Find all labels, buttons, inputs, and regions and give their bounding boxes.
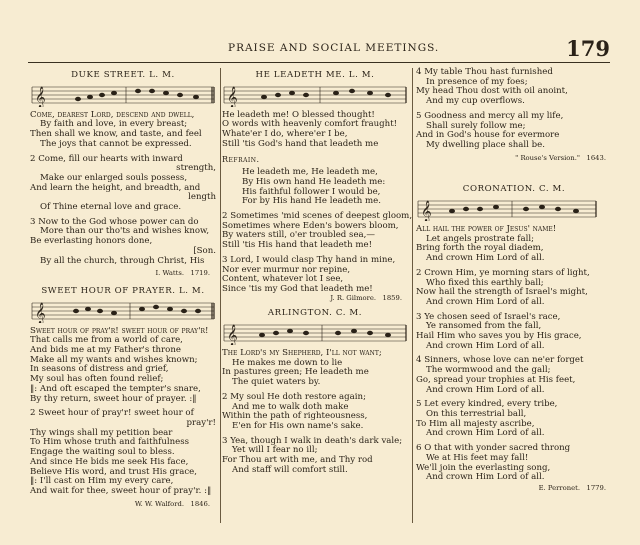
hymn-verses-arlington-continued: [416, 68, 612, 151]
music-staff-sweet-hour: [30, 299, 216, 323]
verse-line: By thy return, sweet hour of prayer. :‖: [30, 393, 197, 404]
verse: [30, 218, 216, 267]
verse-line: Let angels prostrate fall;: [426, 233, 534, 244]
refrain-line: For by His hand He leadeth me.: [242, 196, 381, 207]
verse-line: Content, whatever lot I see,: [222, 274, 344, 285]
verse-line: For Thou art with me, and Thy rod: [222, 455, 373, 466]
verse-line: Who fixed this earthly ball;: [426, 277, 544, 288]
verse-line: ‖: And oft escaped the tempter's snare,: [30, 383, 201, 394]
attribution: I. Watts. 1719.: [155, 269, 210, 278]
refrain-line: He leadeth me, He leadeth me,: [242, 167, 378, 178]
verse-line: And crown Him Lord of all.: [426, 384, 545, 395]
verse-line: Yet will I fear no ill;: [232, 445, 318, 456]
verse: [222, 111, 408, 150]
verse-line: And staff will comfort still.: [232, 464, 348, 475]
verse-line: Within the path of righteousness,: [222, 411, 368, 422]
verse-line: Still 'tis God's hand that leadeth me: [222, 138, 379, 149]
verse-line: [Son.: [193, 245, 216, 256]
verse-line: Sweet hour of pray'r! sweet hour of pray'r!: [30, 325, 209, 336]
refrain-line: His faithful follower I would be,: [242, 186, 381, 197]
verse-line: Shall surely follow me;: [426, 120, 526, 131]
refrain-label: Refrain.: [222, 154, 260, 164]
hymn-title-duke-street: DUKE STREET. L. M.: [71, 70, 175, 80]
svg-text:𝄞: 𝄞: [227, 325, 238, 346]
verse-line: And crown Him Lord of all.: [426, 472, 545, 483]
music-staff-he-leadeth-me: [222, 83, 408, 107]
verse-line: pray'r!: [186, 417, 216, 428]
refrain-line: By His own hand He leadeth me:: [242, 176, 386, 187]
verse-line: 2 My soul He doth restore again;: [222, 391, 366, 402]
verse-line: Be everlasting honors done,: [30, 236, 153, 247]
hymn-title-he-leadeth-me: HE LEADETH ME. L. M.: [255, 70, 375, 80]
verse-line: And crown Him Lord of all.: [426, 428, 545, 439]
verse-line: And me to walk doth make: [232, 401, 349, 412]
verse-line: 5 Goodness and mercy all my life,: [416, 110, 564, 121]
verse-line: By faith and love, in every breast;: [40, 119, 188, 130]
verse-line: All hail the power of Jesus' name!: [416, 224, 557, 235]
music-staff-arlington: [222, 321, 408, 345]
verse-line: Come, dearest Lord, descend and dwell,: [30, 109, 195, 120]
verse-line: In seasons of distress and grief,: [30, 364, 169, 375]
verse-line: And crown Him Lord of all.: [426, 296, 545, 307]
attribution: E. Perronet. 1779.: [538, 483, 606, 492]
verse-line: He leadeth me! O blessed thought!: [222, 109, 375, 120]
verse-line: And learn the height, and breadth, and: [30, 182, 201, 193]
column-divider-2: [412, 68, 413, 523]
hymn-title-sweet-hour: SWEET HOUR OF PRAYER. L. M.: [41, 285, 205, 296]
verse-line: The joys that cannot be expressed.: [40, 138, 192, 149]
verse-line: And since He bids me seek His face,: [30, 456, 189, 467]
header-rule: [28, 62, 610, 63]
column-1: [30, 68, 216, 509]
verse-line: Then shall we know, and taste, and feel: [30, 129, 202, 140]
verse: [30, 155, 216, 213]
column-divider-1: [220, 68, 221, 523]
hymn-verses-arlington: [222, 349, 408, 475]
verse-line: Believe His word, and trust His grace,: [30, 466, 197, 477]
svg-text:𝄞: 𝄞: [227, 86, 238, 107]
verse-line: E'en for His own name's sake.: [232, 420, 364, 431]
verse-line: strength,: [176, 163, 216, 174]
verse-line: And my cup overflows.: [426, 96, 525, 107]
verse-line: 4 Sinners, whose love can ne'er forget: [416, 355, 584, 366]
verse-line: 4 My table Thou hast furnished: [416, 67, 553, 77]
verse-line: And wait for thee, sweet hour of pray'r. :‖: [30, 485, 212, 496]
verse: [416, 269, 612, 308]
verse-line: Go, spread your trophies at His feet,: [416, 374, 576, 385]
verse-line: That calls me from a world of care,: [30, 335, 183, 346]
verse-line: 5 Let every kindred, every tribe,: [416, 399, 558, 410]
hymn-verses-sweet-hour: [30, 327, 216, 497]
verse-line: More than our tho'ts and wishes know,: [40, 226, 210, 237]
verse-line: Engage the waiting soul to bless.: [30, 447, 175, 458]
verse-line: We'll join the everlasting song,: [416, 462, 551, 473]
svg-text:𝄞: 𝄞: [35, 86, 46, 107]
verse-line: He makes me down to lie: [232, 357, 343, 368]
verse-line: ‖: I'll cast on Him my every care,: [30, 476, 174, 487]
verse-line: And in God's house for evermore: [416, 130, 560, 141]
verse-line: In pastures green; He leadeth me: [222, 367, 369, 378]
verse: [222, 256, 408, 295]
verse: [30, 409, 216, 496]
verse-line: Bring forth the royal diadem,: [416, 243, 544, 254]
verse: [416, 225, 612, 264]
verse-line: 3 Lord, I would clasp Thy hand in mine,: [222, 254, 396, 265]
verse-line: 2 Come, fill our hearts with inward: [30, 153, 183, 164]
verse-line: Hail Him who saves you by His grace,: [416, 331, 582, 342]
attribution: W. W. Walford. 1846.: [134, 499, 210, 508]
verse-line: 3 Yea, though I walk in death's dark vale;: [222, 435, 403, 446]
music-staff-duke-street: [30, 83, 216, 107]
verse-line: My soul has often found relief;: [30, 374, 164, 385]
verse-line: Now hail the strength of Israel's might,: [416, 287, 588, 298]
column-3: [416, 68, 612, 494]
attribution: J. R. Gilmore. 1859.: [330, 293, 402, 302]
page-number: 179: [566, 36, 610, 61]
verse-line: The quiet waters by.: [232, 377, 321, 388]
hymn-title-arlington: ARLINGTON. C. M.: [267, 308, 363, 319]
verse-line: The wormwood and the gall;: [426, 365, 551, 376]
verse: [416, 444, 612, 483]
verse: [222, 211, 413, 251]
verse-line: Ye ransomed from the fall,: [426, 321, 542, 332]
verse-line: And crown Him Lord of all.: [426, 340, 545, 351]
verse-line: 6 O that with yonder sacred throng: [416, 443, 571, 454]
running-header: PRAISE AND SOCIAL MEETINGS.: [228, 42, 440, 54]
verse-line: My head Thou dost with oil anoint,: [416, 86, 568, 97]
verse: [222, 437, 408, 476]
column-2: [222, 68, 413, 481]
verse-line: O words with heavenly comfort fraught!: [222, 119, 398, 130]
verse: [416, 313, 612, 352]
verse-line: length: [188, 192, 216, 203]
svg-text:𝄞: 𝄞: [35, 302, 46, 323]
verse-line: Whate'er I do, where'er I be,: [222, 129, 348, 140]
verse-line: We at His feet may fall!: [426, 452, 529, 463]
verse-line: The Lord's my Shepherd, I'll not want;: [222, 348, 382, 359]
hymn-verses-coronation: [416, 225, 612, 483]
attribution: " Rouse's Version." 1643.: [515, 153, 606, 162]
svg-text:𝄞: 𝄞: [421, 201, 432, 222]
verse: [222, 393, 408, 432]
refrain: [222, 168, 408, 207]
verse-line: To Him whose truth and faithfulness: [30, 437, 190, 448]
verse-line: Still 'tis His hand that leadeth me!: [222, 240, 373, 251]
music-staff-coronation: [416, 197, 602, 221]
verse-line: Of Thine eternal love and grace.: [40, 202, 182, 213]
verse-line: Since 'tis my God that leadeth me!: [222, 283, 373, 294]
verse-line: By waters still, o'er troubled sea,—: [222, 230, 375, 241]
verse-line: In presence of my foes;: [426, 76, 528, 87]
verse: [222, 349, 408, 388]
verse-line: Nor ever murmur nor repine,: [222, 264, 351, 275]
verse: [416, 356, 612, 395]
verse-line: Sometimes where Eden's bowers bloom,: [222, 220, 399, 231]
verse-line: 3 Now to the God whose power can do: [30, 216, 199, 227]
verse: [416, 400, 612, 439]
hymn-verses-duke-street: [30, 111, 216, 267]
verse-line: Make our enlarged souls possess,: [40, 172, 188, 183]
verse-line: And bids me at my Father's throne: [30, 345, 181, 356]
verse: [30, 111, 216, 150]
verse-line: Thy wings shall my petition bear: [30, 427, 173, 438]
verse-line: And crown Him Lord of all.: [426, 253, 545, 264]
verse-line: My dwelling place shall be.: [426, 139, 545, 150]
verse: [30, 327, 216, 405]
verse: [416, 68, 612, 107]
verse-line: 2 Crown Him, ye morning stars of light,: [416, 267, 590, 278]
hymn-title-coronation: CORONATION. C. M.: [462, 184, 566, 195]
verse: [416, 112, 612, 151]
verse-line: 2 Sweet hour of pray'r! sweet hour of: [30, 408, 194, 419]
verse-line: 3 Ye chosen seed of Israel's race,: [416, 311, 561, 322]
verse-line: To Him all majesty ascribe,: [416, 418, 535, 429]
verse-line: Make all my wants and wishes known;: [30, 354, 198, 365]
verse-line: By all the church, through Christ, His: [40, 255, 205, 266]
verse-line: On this terrestrial ball,: [426, 408, 527, 419]
verse-line: 2 Sometimes 'mid scenes of deepest gloom,: [222, 211, 413, 222]
